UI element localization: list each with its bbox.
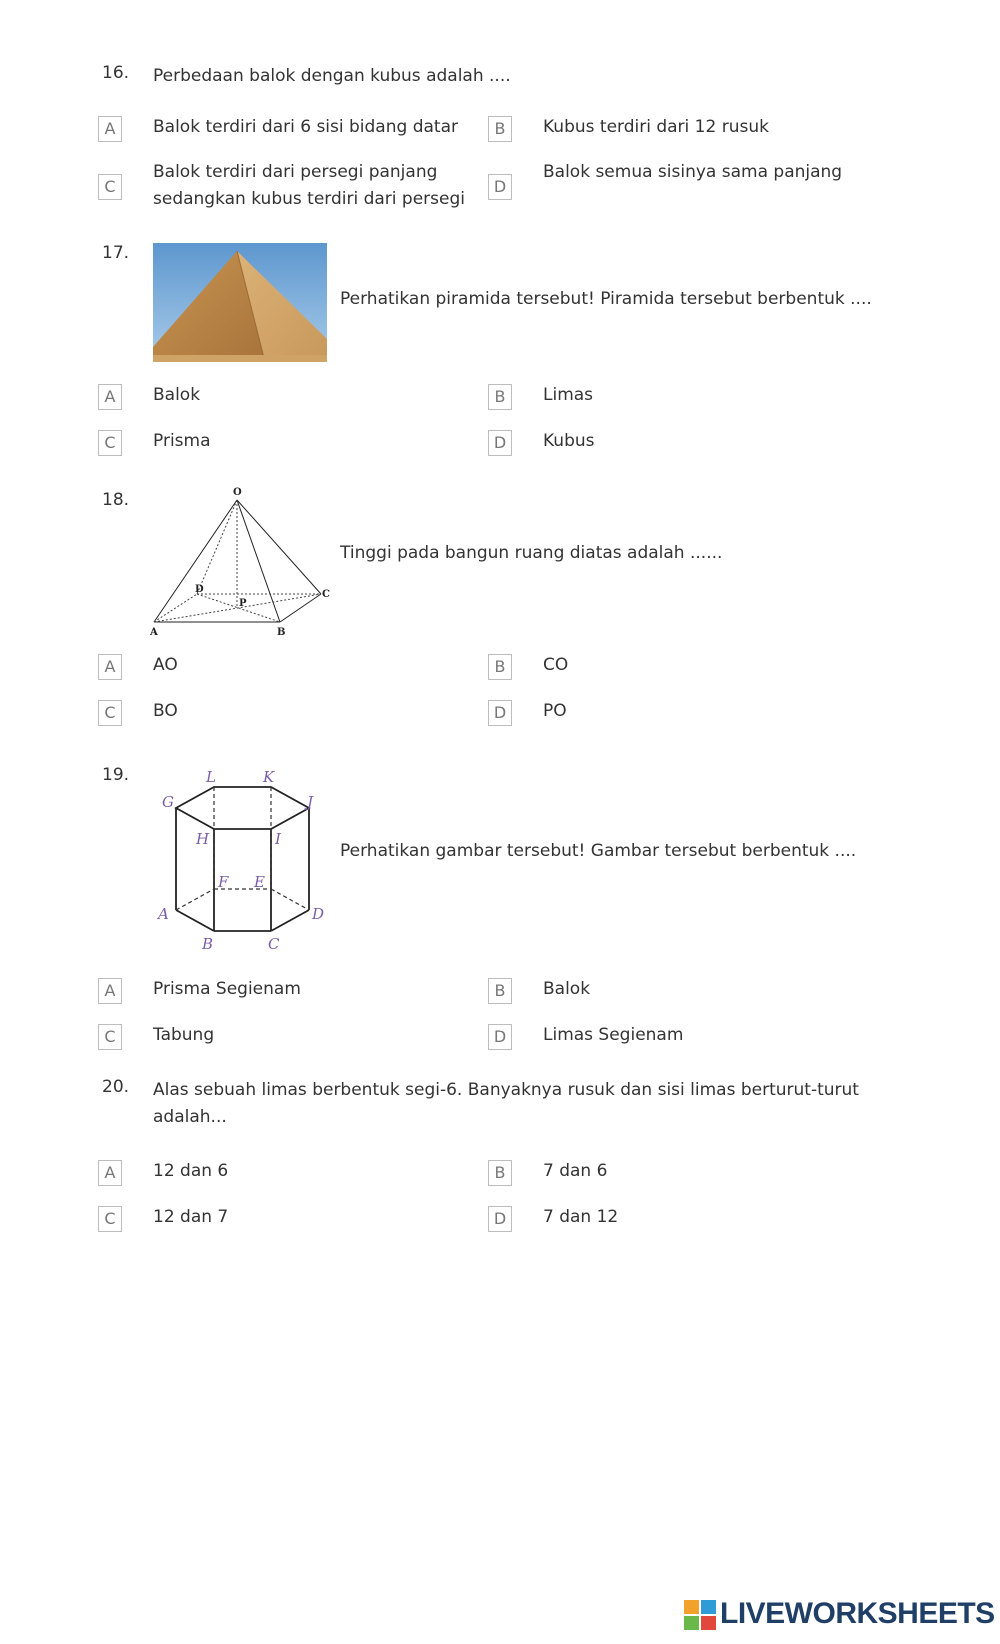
option-b-text: Balok xyxy=(543,979,591,999)
option-d-text: Limas Segienam xyxy=(543,1025,684,1045)
option-d-text: 7 dan 12 xyxy=(543,1207,619,1227)
label-p: P xyxy=(239,598,247,609)
option-c-button[interactable]: C xyxy=(98,174,122,200)
option-b-button[interactable]: B xyxy=(488,384,512,410)
question-text-line1: Alas sebuah limas berbentuk segi-6. Banyaknya rusuk dan sisi limas berturut-turut xyxy=(153,1080,859,1100)
option-a-text: AO xyxy=(153,655,178,675)
label-d: D xyxy=(312,905,325,923)
option-b-button[interactable]: B xyxy=(488,116,512,142)
option-b-button[interactable]: B xyxy=(488,978,512,1004)
option-a-button[interactable]: A xyxy=(98,384,122,410)
label-g: G xyxy=(162,793,174,811)
label-k: K xyxy=(263,768,275,786)
option-c-text-line1: Balok terdiri dari persegi panjang xyxy=(153,162,438,182)
option-d-button[interactable]: D xyxy=(488,1206,512,1232)
liveworksheets-logo-text: LIVEWORKSHEETS xyxy=(720,1597,995,1630)
label-a: A xyxy=(150,627,158,638)
option-c-text: BO xyxy=(153,701,178,721)
question-number: 18. xyxy=(102,490,130,510)
square-pyramid-diagram xyxy=(150,482,330,638)
question-text: Perhatikan piramida tersebut! Piramida tersebut berbentuk .... xyxy=(340,289,872,309)
option-d-text: Kubus xyxy=(543,431,595,451)
option-b-text: Limas xyxy=(543,385,594,405)
option-c-text-line2: sedangkan kubus terdiri dari persegi xyxy=(153,189,465,209)
question-number: 20. xyxy=(102,1077,130,1097)
label-b: B xyxy=(277,627,286,638)
question-text: Tinggi pada bangun ruang diatas adalah ...... xyxy=(340,543,723,563)
label-f: F xyxy=(218,873,229,891)
question-number: 16. xyxy=(102,63,130,83)
label-i: I xyxy=(275,830,281,848)
question-number: 19. xyxy=(102,765,130,785)
option-c-button[interactable]: C xyxy=(98,1206,122,1232)
label-h: H xyxy=(196,830,210,848)
option-d-button[interactable]: D xyxy=(488,1024,512,1050)
label-b: B xyxy=(202,935,214,953)
option-a-text: Prisma Segienam xyxy=(153,979,301,999)
label-c: C xyxy=(322,589,330,600)
option-d-text: PO xyxy=(543,701,567,721)
option-a-button[interactable]: A xyxy=(98,654,122,680)
option-c-text: Prisma xyxy=(153,431,211,451)
label-l: L xyxy=(206,768,216,786)
option-a-text: 12 dan 6 xyxy=(153,1161,229,1181)
option-b-text: Kubus terdiri dari 12 rusuk xyxy=(543,117,769,137)
label-e: E xyxy=(254,873,265,891)
liveworksheets-logo-icon xyxy=(684,1600,716,1630)
option-c-text: Tabung xyxy=(153,1025,215,1045)
label-o: O xyxy=(233,487,242,498)
question-text-line2: adalah... xyxy=(153,1107,227,1127)
option-a-button[interactable]: A xyxy=(98,1160,122,1186)
question-number: 17. xyxy=(102,243,130,263)
option-d-button[interactable]: D xyxy=(488,700,512,726)
label-j: J xyxy=(307,793,314,811)
option-c-button[interactable]: C xyxy=(98,1024,122,1050)
option-b-text: CO xyxy=(543,655,569,675)
option-c-button[interactable]: C xyxy=(98,700,122,726)
option-b-text: 7 dan 6 xyxy=(543,1161,608,1181)
question-text: Perhatikan gambar tersebut! Gambar tersebut berbentuk .... xyxy=(340,841,857,861)
label-a: A xyxy=(158,905,169,923)
option-d-button[interactable]: D xyxy=(488,430,512,456)
option-a-button[interactable]: A xyxy=(98,116,122,142)
option-b-button[interactable]: B xyxy=(488,654,512,680)
pyramid-photo xyxy=(153,243,327,362)
option-d-text: Balok semua sisinya sama panjang xyxy=(543,162,843,182)
option-d-button[interactable]: D xyxy=(488,174,512,200)
option-b-button[interactable]: B xyxy=(488,1160,512,1186)
option-a-text: Balok terdiri dari 6 sisi bidang datar xyxy=(153,117,458,137)
option-c-text: 12 dan 7 xyxy=(153,1207,229,1227)
option-a-button[interactable]: A xyxy=(98,978,122,1004)
hexagonal-prism-diagram xyxy=(150,765,335,960)
label-d: D xyxy=(195,584,204,595)
option-c-button[interactable]: C xyxy=(98,430,122,456)
label-c: C xyxy=(268,935,280,953)
question-text: Perbedaan balok dengan kubus adalah .... xyxy=(153,66,511,86)
option-a-text: Balok xyxy=(153,385,201,405)
